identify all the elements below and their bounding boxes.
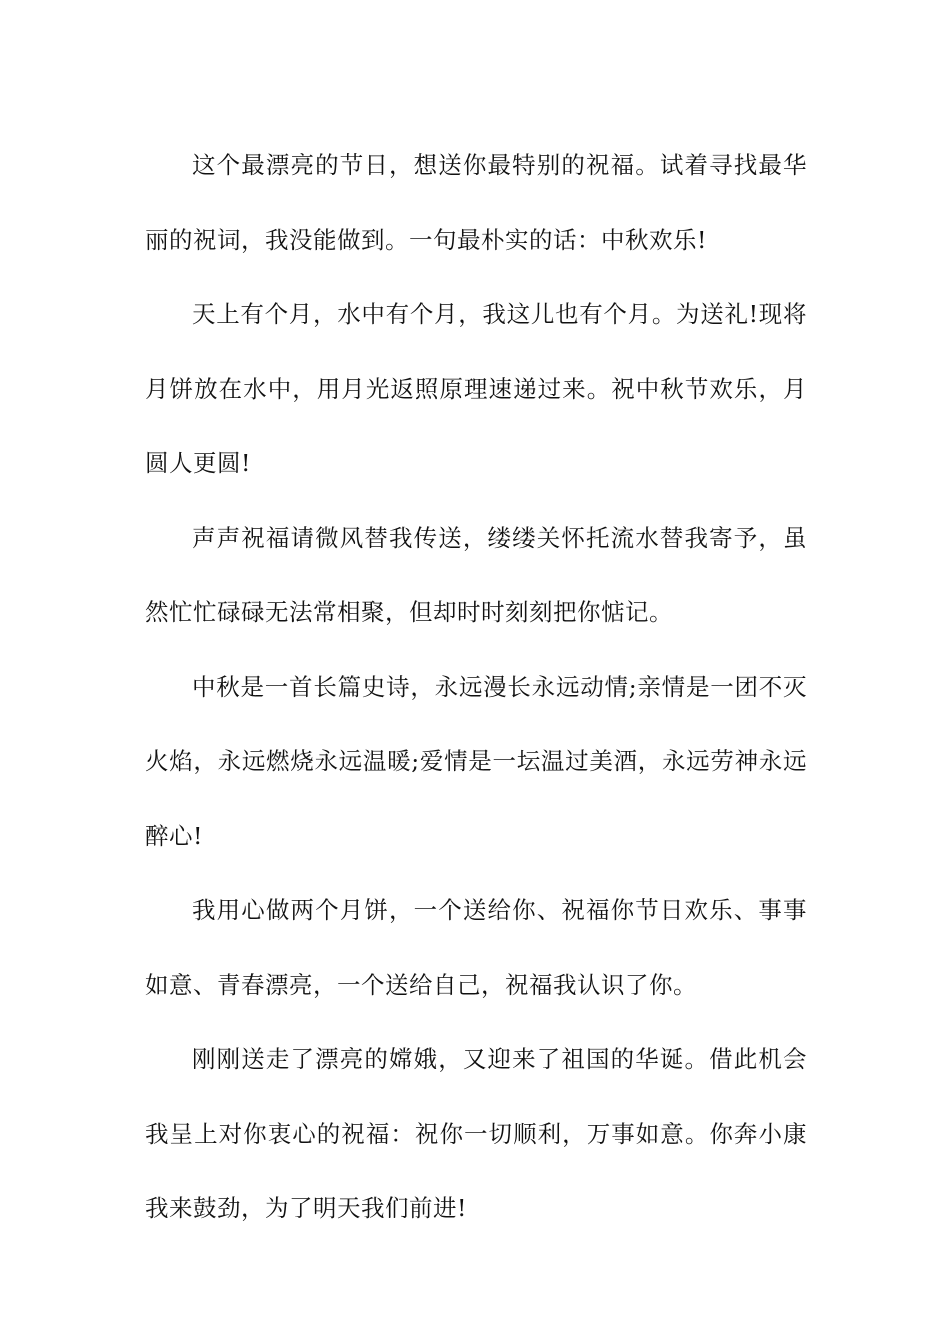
paragraph-4: 中秋是一首长篇史诗，永远漫长永远动情;亲情是一团不灭火焰，永远燃烧永远温暖;爱情是一坛温过美酒，永远劳神永远醉心! xyxy=(145,672,807,850)
paragraph-6: 刚刚送走了漂亮的嫦娥，又迎来了祖国的华诞。借此机会我呈上对你衷心的祝福：祝你一切顺利，万事如意。你奔小康我来鼓劲，为了明天我们前进! xyxy=(145,1045,807,1222)
paragraph-3: 声声祝福请微风替我传送，缕缕关怀托流水替我寄予，虽然忙忙碌碌无法常相聚，但却时时刻刻把你惦记。 xyxy=(145,523,807,626)
document-body xyxy=(145,128,807,1246)
paragraph-1: 这个最漂亮的节日，想送你最特别的祝福。试着寻找最华丽的祝词，我没能做到。一句最朴实的话：中秋欢乐! xyxy=(145,151,807,254)
paragraph-2: 天上有个月，水中有个月，我这儿也有个月。为送礼!现将月饼放在水中，用月光返照原理速递过来。祝中秋节欢乐，月圆人更圆! xyxy=(145,300,807,477)
paragraph-5: 我用心做两个月饼，一个送给你、祝福你节日欢乐、事事如意、青春漂亮，一个送给自己，祝福我认识了你。 xyxy=(145,896,807,999)
